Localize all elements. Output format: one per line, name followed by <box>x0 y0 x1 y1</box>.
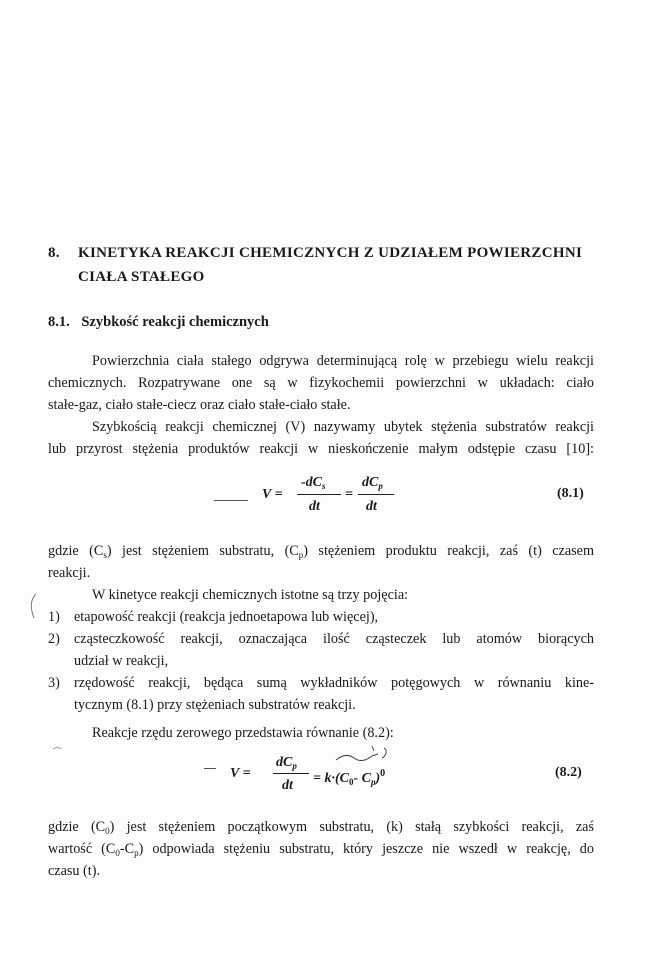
eq1-fraction-bar2 <box>358 494 394 495</box>
paragraph-line: czasu (t). <box>48 863 100 879</box>
eq2-lhs: V = <box>230 766 251 781</box>
eq2-rhs: = $k\cdot(C_0-$ $C_p)^0$ <box>313 768 386 787</box>
eq1-numerator1: $-dC_s$ <box>301 475 326 491</box>
eq1-label: (8.1) <box>557 486 584 501</box>
section-title: Szybkość reakcji chemicznych <box>81 314 269 330</box>
eq2-fraction-bar <box>273 773 309 774</box>
chapter-title-line2: CIAŁA STAŁEGO <box>78 269 205 285</box>
margin-mark <box>204 768 216 769</box>
paragraph-line: stałe-gaz, ciało stałe-ciecz oraz ciało stałe-ciało stałe. <box>48 397 351 413</box>
eq1-denominator2: dt <box>366 499 377 514</box>
paragraph-line: chemicznych. Rozpatrywane one są w fizykochemii powierzchni w układach: ciało <box>48 375 594 391</box>
eq1-numerator2: $dC_p$ <box>362 475 383 491</box>
list-item-continuation: udział w reakcji, <box>74 653 169 669</box>
eq2-denominator: dt <box>282 778 293 793</box>
paragraph-line: Szybkością reakcji chemicznej (V) nazywamy ubytek stężenia substratów reakcji <box>92 419 594 435</box>
paragraph-line: lub przyrost stężenia produktów reakcji w nieskończenie małym odstępie czasu [10]: <box>48 441 594 457</box>
eq1-equals: = <box>345 487 353 502</box>
margin-mark <box>52 744 66 752</box>
margin-mark <box>26 592 40 622</box>
list-item: 3) rzędowość reakcji, będąca sumą wykładników potęgowych w równaniu kine- <box>48 675 594 691</box>
list-item-continuation: tycznym (8.1) przy stężeniach substratów reakcji. <box>74 697 356 713</box>
margin-mark <box>214 500 248 501</box>
list-item: 1) etapowość reakcji (reakcja jednoetapowa lub więcej), <box>48 609 379 625</box>
section-heading <box>48 313 269 331</box>
eq2-label: (8.2) <box>555 765 582 780</box>
paragraph-line: gdzie $(C_0)$ jest stężeniem początkowym substratu, (k) stałą szybkości reakcji, zaś <box>48 819 594 836</box>
eq2-numerator: $dC_p$ <box>276 755 297 771</box>
handwritten-annotation <box>332 742 402 766</box>
paragraph-line: wartość $(C_0-C_p)$ odpowiada stężeniu substratu, który jeszcze nie wszedł w reakcję, do <box>48 841 594 858</box>
paragraph-line: gdzie $(C_s)$ jest stężeniem substratu, $(C_p)$ stężeniem produktu reakcji, zaś (t) czasem <box>48 543 594 560</box>
paragraph-line: W kinetyce reakcji chemicznych istotne są trzy pojęcia: <box>92 587 409 603</box>
paragraph-line: reakcji. <box>48 565 91 581</box>
chapter-number: 8. <box>48 245 60 261</box>
chapter-heading <box>48 244 594 262</box>
eq1-lhs: V = <box>262 487 283 502</box>
list-item: 2) cząsteczkowość reakcji, oznaczająca ilość cząsteczek lub atomów biorących <box>48 631 594 647</box>
paragraph-line: Powierzchnia ciała stałego odgrywa determinującą rolę w przebiegu wielu reakcji <box>92 353 594 369</box>
eq1-fraction-bar1 <box>297 494 341 495</box>
chapter-title-line1: KINETYKA REAKCJI CHEMICZNYCH Z UDZIAŁEM POWIERZCHNI <box>78 245 583 261</box>
paragraph-line: Reakcje rzędu zerowego przedstawia równanie (8.2): <box>92 725 394 741</box>
eq1-denominator1: dt <box>309 499 320 514</box>
section-number: 8.1. <box>48 314 70 330</box>
